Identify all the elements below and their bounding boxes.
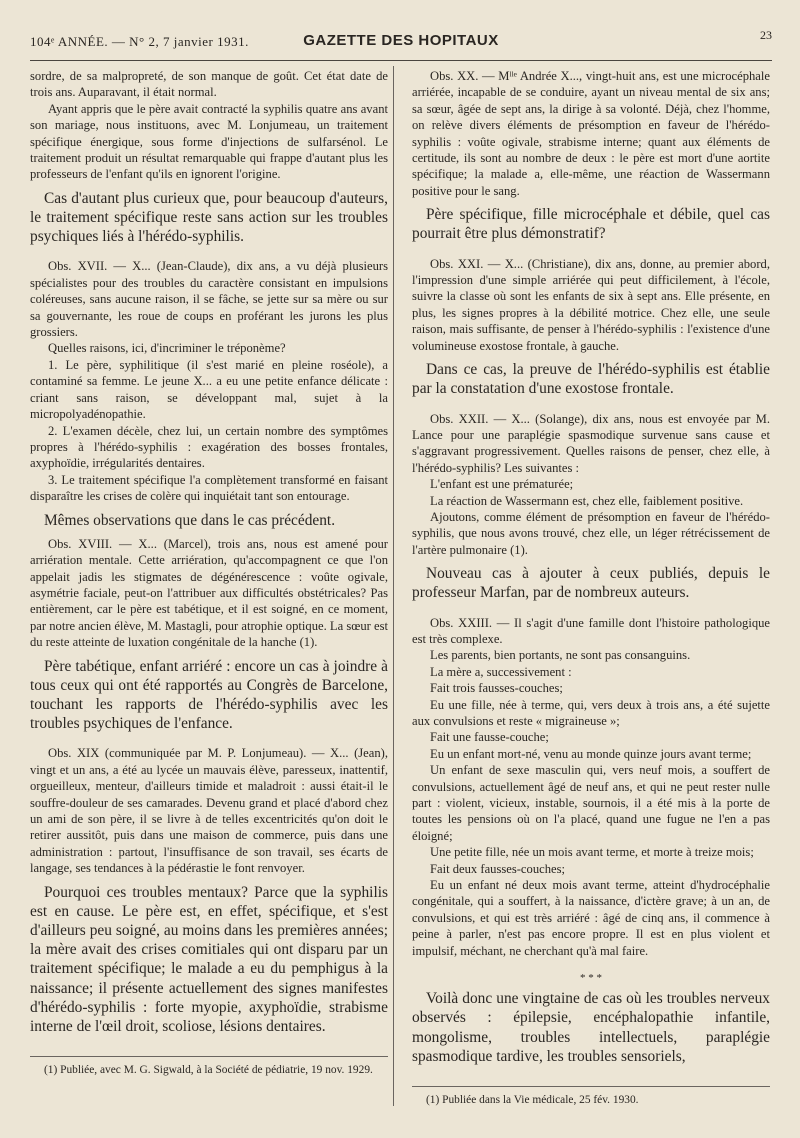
- paragraph: L'enfant est une prématurée;: [430, 477, 574, 492]
- commentary-paragraph: Voilà donc une vingtaine de cas où les troubles nerveux observés : épilepsie, encéphalopathie infantile, mongolisme, troubles intellectuels, paraplégie spasmodique tardive, les troubles sensoriels,: [412, 990, 770, 1065]
- paragraph: 3. Le traitement spécifique l'a complètement transformé en faisant disparaître les crises de colère qui inquiétait tant son entourage.: [30, 472, 388, 504]
- paragraph: Quelles raisons, ici, d'incriminer le tréponème?: [48, 341, 286, 356]
- paragraph: Ajoutons, comme élément de présomption en faveur de l'hérédo-syphilis, que nous avons trouvé, chez elle, un léger rétrécissement de l'artère pulmonaire (1).: [412, 509, 770, 557]
- list-item: Un enfant de sexe masculin qui, vers neuf mois, a souffert de convulsions, actuellement âgé de neuf ans, et qui ne peut rester nulle part : violent, vicieux, instable, sournois, il a été mis à la porte de toutes les pensions où on l'a placé, quand une fugue ne l'en a pas éloigné;: [412, 763, 770, 843]
- paragraph: 2. L'examen décèle, chez lui, un certain nombre des symptômes propres à l'hérédo-syphilis : exagération des bosses frontales, axyphoïdie, irrégularités dentaires.: [30, 423, 388, 471]
- column-divider: [393, 66, 394, 1106]
- header-rule: [30, 60, 772, 61]
- footnote: (1) Publiée, avec M. G. Sigwald, à la Société de pédiatrie, 19 nov. 1929.: [44, 1064, 373, 1077]
- commentary-paragraph: Pourquoi ces troubles mentaux? Parce que la syphilis est en cause. Le père est, en effet, spécifique, et s'est d'ailleurs peu soigné, au moins dans les premières années; la mère avait des crises comitiales qui ont disparu par un traitement spécifique; le malade a eu du pemphigus à la naissance; il présente actuellement des signes manifestes d'hérédo-syphilis : forte myopie, axyphoïdie, strabisme interne de l'œil droit, scoliose, lésions dentaires.: [30, 883, 388, 1036]
- list-item: Les parents, bien portants, ne sont pas consanguins.: [430, 648, 691, 663]
- commentary-paragraph: Mêmes observations que dans le cas précédent.: [44, 511, 336, 529]
- footnote-rule: [30, 1056, 388, 1057]
- observation-paragraph: Obs. XX. — Mˡˡᵉ Andrée X..., vingt-huit ans, est une microcéphale arriérée, incapable de se conduire, ayant un niveau mental de six ans; sa sœur, âgée de sept ans, la dirige à sa volonté. Déjà, chez l'homme, on relève divers éléments de présomption en faveur de l'hérédo-syphilis : voûte ogivale, strabisme interne; quant aux éléments de certitude, ils sont au nombre de deux : le père est mort d'une aortite spécifique; la malade a, elle-même, une réaction de Wassermann positive pour le sang.: [412, 69, 770, 198]
- list-item: Fait une fausse-couche;: [430, 730, 549, 745]
- commentary-paragraph: Nouveau cas à ajouter à ceux publiés, depuis le professeur Marfan, par de nombreux auteurs.: [412, 565, 770, 602]
- list-item: Une petite fille, née un mois avant terme, et morte à treize mois;: [430, 845, 754, 860]
- page-header: [30, 28, 772, 54]
- paragraph: 1. Le père, syphilitique (il s'est marié en pleine roséole), a contaminé sa femme. Le jeune X... a eu une petite enfance délicate : criant sans raison, se développant mal, sujet à la micropolyadénopathie.: [30, 357, 388, 422]
- list-item: Eu un enfant né deux mois avant terme, atteint d'hydrocéphalie congénitale, qui a souffert, à la naissance, d'ictère grave; à un an, de convulsions, et qui est très arriéré : âgé de cinq ans, il commence à peine à parler, n'est pas encore propre. Il est en plus violent et impulsif, méchant, ne cherchant qu'à mal faire.: [412, 878, 770, 958]
- list-item: Fait deux fausses-couches;: [430, 861, 565, 876]
- commentary-paragraph: Dans ce cas, la preuve de l'hérédo-syphilis est établie par la constatation d'une exostose frontale.: [412, 361, 770, 398]
- page-number: 23: [760, 28, 772, 42]
- observation-paragraph: Obs. XIX (communiquée par M. P. Lonjumeau). — X... (Jean), vingt et un ans, a été au lycée un mauvais élève, paresseux, inattentif, orgueilleux, menteur, d'ailleurs timide et maladroit : aussi était-il le souffre-douleur de ses camarades. Devenu grand et placé d'abord chez un ami de son père, il se livre à de telles excentricités qu'on doit le retirer aussitôt, puis dans une maison de commerce, puis dans une administration : partout, l'insuffisance de son travail, ses écarts de langage, ses tendances à la pédérastie le font renvoyer.: [30, 746, 388, 876]
- section-separator: * * *: [580, 972, 602, 985]
- footnote-rule: [412, 1086, 770, 1087]
- observation-paragraph: Obs. XVIII. — X... (Marcel), trois ans, nous est amené pour arriération mentale. Cette arriération, qu'accompagnent ce que l'on appelait jadis les stigmates de dégénérescence : voûte ogivale, asymétrie faciale, peut-on l'attribuer aux difficultés obstétricales? Pas entièrement, car le père est tabétique, et il est soigné, en ce moment, par notre ancien élève, M. Mastagli, pour atrophie optique. La sœur est du reste atteinte de luxation congénitale de la hanche (1).: [30, 536, 388, 650]
- issue-info: 104ᵉ ANNÉE. — N° 2, 7 janvier 1931.: [30, 34, 249, 49]
- observation-paragraph: Obs. XXII. — X... (Solange), dix ans, nous est envoyée par M. Lance pour une paraplégie spasmodique survenue sans cause et s'aggravant progressivement. Quelles raisons de penser, chez elle, à l'hérédo-syphilis? Les suivantes :: [412, 411, 770, 475]
- commentary-paragraph: Cas d'autant plus curieux que, pour beaucoup d'auteurs, le traitement spécifique reste sans action sur les troubles psychiques liés à l'hérédo-syphilis.: [30, 189, 388, 246]
- paragraph: Ayant appris que le père avait contracté la syphilis quatre ans avant son mariage, nous instituons, avec M. Lonjumeau, un traitement spécifique énergique, sous forme d'injections de sulfarsénol. Le traitement produit un résultat remarquable qui frappe d'autant plus les professeurs de l'enfant qu'ils en ignorent l'origine.: [30, 101, 388, 182]
- footnote: (1) Publiée dans la Vie médicale, 25 fév. 1930.: [426, 1093, 639, 1106]
- observation-paragraph: Obs. XVII. — X... (Jean-Claude), dix ans, a vu déjà plusieurs spécialistes pour des troubles du caractère consistant en impulsions coléreuses, sans aucune raison, il se fâche, se jette sur sa mère ou sur sa gouvernante, les roue de coups en proférant les jurons les plus grossiers.: [30, 259, 388, 340]
- list-item: Fait trois fausses-couches;: [430, 681, 563, 696]
- observation-paragraph: Obs. XXIII. — Il s'agit d'une famille dont l'histoire pathologique est très complexe.: [412, 615, 770, 646]
- paragraph: La réaction de Wassermann est, chez elle, faiblement positive.: [430, 493, 744, 508]
- journal-title: GAZETTE DES HOPITAUX: [303, 32, 499, 49]
- right-column: [412, 68, 770, 1107]
- observation-paragraph: Obs. XXI. — X... (Christiane), dix ans, donne, au premier abord, l'impression d'une simple arriérée qui peut difficilement, à l'école, suivre la classe où sont les enfants de six à sept ans. Elle présente, en plus, les signes propres à la débilité motrice. Chez elle, une seule raison, mais suffisante, de penser à l'hérédo-syphilis : l'existence d'une volumineuse exostose frontale, à gauche.: [412, 256, 770, 353]
- list-item: La mère a, successivement :: [430, 664, 572, 679]
- list-item: Eu une fille, née à terme, qui, vers deux à trois ans, a été sujette aux convulsions et reste « migraineuse »;: [412, 697, 770, 728]
- commentary-paragraph: Père tabétique, enfant arriéré : encore un cas à joindre à tous ceux qui ont été rapportés au Congrès de Barcelone, touchant les rapports de l'hérédo-syphilis avec les troubles psychiques de l'enfance.: [30, 657, 388, 733]
- list-item: Eu un enfant mort-né, venu au monde quinze jours avant terme;: [430, 746, 752, 761]
- left-column: [30, 68, 388, 1077]
- commentary-paragraph: Père spécifique, fille microcéphale et débile, quel cas pourrait être plus démonstratif?: [412, 206, 770, 243]
- paragraph: sordre, de sa malpropreté, de son manque de goût. Cet état date de trois ans. Auparavant, il était normal.: [30, 69, 388, 100]
